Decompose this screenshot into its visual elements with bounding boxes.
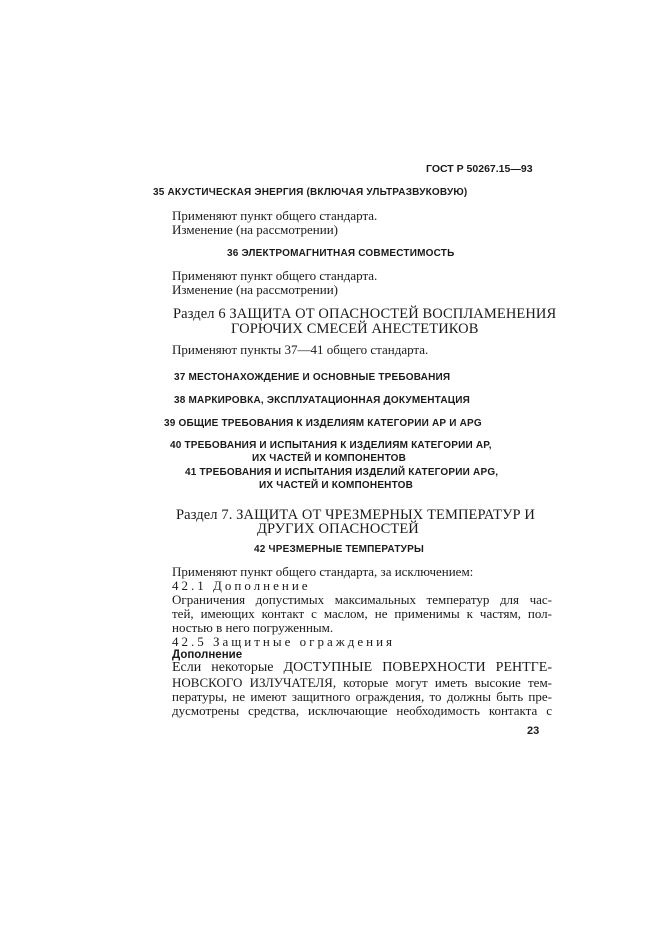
clause-42-5-text-line-2: НОВСКОГО ИЗЛУЧАТЕЛЯ, которые могут иметь высокие тем- (172, 675, 552, 690)
part-6-apply-text: Применяют пункты 37—41 общего стандарта. (172, 342, 429, 357)
clause-42-5-heading: 42.5 Защитные ограждения (172, 634, 396, 649)
section-41-title-line-1: 41 ТРЕБОВАНИЯ И ИСПЫТАНИЯ ИЗДЕЛИЙ КАТЕГОРИИ APG, (185, 467, 499, 478)
part-7-title-line-2: ДРУГИХ ОПАСНОСТЕЙ (257, 521, 419, 537)
section-35-text-1: Применяют пункт общего стандарта. (172, 208, 378, 223)
part-7-title-line-1: Раздел 7. ЗАЩИТА ОТ ЧРЕЗМЕРНЫХ ТЕМПЕРАТУР И (176, 507, 535, 523)
clause-42-1-heading: 42.1 Дополнение (172, 578, 311, 593)
section-39-title: 39 ОБЩИЕ ТРЕБОВАНИЯ К ИЗДЕЛИЯМ КАТЕГОРИИ АР И APG (164, 418, 482, 429)
part-6-title-line-1: Раздел 6 ЗАЩИТА ОТ ОПАСНОСТЕЙ ВОСПЛАМЕНЕНИЯ (173, 306, 557, 322)
section-36-text-2: Изменение (на рассмотрении) (172, 282, 338, 297)
section-36-title: 36 ЭЛЕКТРОМАГНИТНАЯ СОВМЕСТИМОСТЬ (227, 248, 455, 259)
section-35-text-2: Изменение (на рассмотрении) (172, 222, 338, 237)
section-40-title-line-2: ИХ ЧАСТЕЙ И КОМПОНЕНТОВ (252, 453, 407, 464)
clause-42-5-text-line-3: пературы, не имеют защитного ограждения, то должны быть пре- (172, 689, 552, 704)
section-38-title: 38 МАРКИРОВКА, ЭКСПЛУАТАЦИОННАЯ ДОКУМЕНТАЦИЯ (174, 395, 471, 406)
part-6-title-line-2: ГОРЮЧИХ СМЕСЕЙ АНЕСТЕТИКОВ (231, 321, 479, 337)
clause-42-1-text-line-3: ностью в него погруженным. (172, 620, 334, 635)
section-42-title: 42 ЧРЕЗМЕРНЫЕ ТЕМПЕРАТУРЫ (254, 544, 424, 555)
section-36-text-1: Применяют пункт общего стандарта. (172, 268, 378, 283)
addition-label: Дополнение (172, 649, 243, 661)
clause-42-1-text-line-1: Ограничения допустимых максимальных температур для час- (172, 592, 552, 607)
document-code: ГОСТ Р 50267.15—93 (426, 163, 533, 175)
section-37-title: 37 МЕСТОНАХОЖДЕНИЕ И ОСНОВНЫЕ ТРЕБОВАНИЯ (174, 372, 451, 383)
section-35-title: 35 АКУСТИЧЕСКАЯ ЭНЕРГИЯ (ВКЛЮЧАЯ УЛЬТРАЗВУКОВУЮ) (153, 187, 468, 198)
section-40-title-line-1: 40 ТРЕБОВАНИЯ И ИСПЫТАНИЯ К ИЗДЕЛИЯМ КАТЕГОРИИ АР, (170, 440, 492, 451)
page-number: 23 (527, 725, 540, 737)
clause-42-5-text-line-4: дусмотрены средства, исключающие необходимость контакта с (172, 703, 552, 718)
section-42-apply-text: Применяют пункт общего стандарта, за исключением: (172, 564, 474, 579)
clause-42-1-text-line-2: тей, имеющих контакт с маслом, не применимы к частям, пол- (172, 606, 552, 621)
clause-42-5-text-line-1: Если некоторые ДОСТУПНЫЕ ПОВЕРХНОСТИ РЕНТГЕ- (172, 660, 552, 675)
section-41-title-line-2: ИХ ЧАСТЕЙ И КОМПОНЕНТОВ (259, 480, 414, 491)
